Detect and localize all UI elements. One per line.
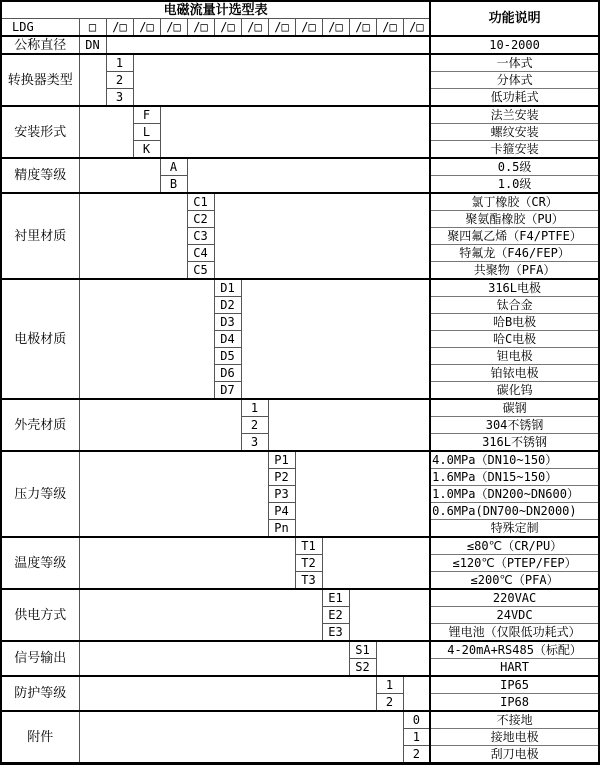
code-cell: C3 xyxy=(187,228,214,245)
spacer-cell xyxy=(376,641,430,676)
description-cell: ≤120℃（PTEP/FEP） xyxy=(430,555,599,572)
spacer-cell xyxy=(79,676,376,711)
code-cell: 2 xyxy=(403,746,430,764)
spacer-cell xyxy=(214,193,430,279)
spacer-cell xyxy=(295,451,430,537)
spacer-cell xyxy=(79,537,295,589)
category-cell: 转换器类型 xyxy=(1,54,79,106)
table-row xyxy=(1,193,599,211)
description-cell: 0.6MPa(DN700~DN2000) xyxy=(430,503,599,520)
function-header: 功能说明 xyxy=(430,1,599,36)
description-cell: 聚四氟乙烯（F4/PTFE） xyxy=(430,228,599,245)
code-cell: E1 xyxy=(322,589,349,607)
spacer-cell xyxy=(403,676,430,711)
description-cell: 氯丁橡胶（CR） xyxy=(430,193,599,211)
code-cell: C4 xyxy=(187,245,214,262)
spacer-cell xyxy=(79,451,268,537)
code-cell: E3 xyxy=(322,624,349,642)
description-cell: 特殊定制 xyxy=(430,520,599,538)
model-slot-cell: /□ xyxy=(295,19,322,37)
spacer-cell xyxy=(79,589,322,641)
description-cell: 接地电极 xyxy=(430,729,599,746)
spacer-cell xyxy=(79,399,241,451)
description-cell: 1.6MPa（DN15~150） xyxy=(430,469,599,486)
model-slot-cell: /□ xyxy=(187,19,214,37)
code-cell: K xyxy=(133,141,160,159)
description-cell: 1.0级 xyxy=(430,176,599,194)
code-cell: P1 xyxy=(268,451,295,469)
spacer-cell xyxy=(187,158,430,193)
code-cell: S1 xyxy=(349,641,376,659)
description-cell: 法兰安装 xyxy=(430,106,599,124)
description-cell: 铂铱电极 xyxy=(430,365,599,382)
code-cell: F xyxy=(133,106,160,124)
category-cell: 信号输出 xyxy=(1,641,79,676)
description-cell: 10-2000 xyxy=(430,36,599,54)
description-cell: 4-20mA+RS485（标配） xyxy=(430,641,599,659)
description-cell: 钛合金 xyxy=(430,297,599,314)
description-cell: 不接地 xyxy=(430,711,599,729)
description-cell: ≤80℃（CR/PU） xyxy=(430,537,599,555)
spacer-cell xyxy=(79,641,349,676)
title-row xyxy=(1,1,599,19)
spacer-cell xyxy=(241,279,430,399)
table-row xyxy=(1,711,599,729)
code-cell: C1 xyxy=(187,193,214,211)
code-cell: 0 xyxy=(403,711,430,729)
spacer-cell xyxy=(79,711,403,764)
table-row xyxy=(1,54,599,72)
category-cell: 衬里材质 xyxy=(1,193,79,279)
selection-table-body xyxy=(1,1,599,764)
model-slot-cell: /□ xyxy=(160,19,187,37)
description-cell: 316L不锈钢 xyxy=(430,434,599,452)
spacer-cell xyxy=(79,54,106,106)
spacer-cell xyxy=(268,399,430,451)
code-cell: T2 xyxy=(295,555,322,572)
model-slot-cell: /□ xyxy=(106,19,133,37)
model-prefix: LDG xyxy=(1,19,79,37)
spacer-cell xyxy=(349,589,430,641)
spacer-cell xyxy=(106,36,430,54)
description-cell: 刮刀电极 xyxy=(430,746,599,764)
category-cell: 防护等级 xyxy=(1,676,79,711)
description-cell: 碳钢 xyxy=(430,399,599,417)
category-cell: 安装形式 xyxy=(1,106,79,158)
model-slot-cell: /□ xyxy=(214,19,241,37)
code-cell: 2 xyxy=(241,417,268,434)
code-cell: 2 xyxy=(106,72,133,89)
model-slot-cell: /□ xyxy=(268,19,295,37)
table-row xyxy=(1,451,599,469)
spacer-cell xyxy=(79,106,133,158)
spacer-cell xyxy=(79,279,214,399)
category-cell: 电极材质 xyxy=(1,279,79,399)
code-cell: P2 xyxy=(268,469,295,486)
category-cell: 外壳材质 xyxy=(1,399,79,451)
description-cell: 锂电池（仅限低功耗式） xyxy=(430,624,599,642)
code-cell: C2 xyxy=(187,211,214,228)
table-row xyxy=(1,36,599,54)
model-slot-cell: /□ xyxy=(403,19,430,37)
code-cell: DN xyxy=(79,36,106,54)
model-box-cell: □ xyxy=(79,19,106,37)
code-cell: D2 xyxy=(214,297,241,314)
table-row xyxy=(1,537,599,555)
spacer-cell xyxy=(79,158,160,193)
description-cell: 特氟龙（F46/FEP） xyxy=(430,245,599,262)
description-cell: 共聚物（PFA） xyxy=(430,262,599,280)
code-cell: D3 xyxy=(214,314,241,331)
description-cell: 碳化钨 xyxy=(430,382,599,400)
code-cell: D6 xyxy=(214,365,241,382)
code-cell: E2 xyxy=(322,607,349,624)
description-cell: 304不锈钢 xyxy=(430,417,599,434)
table-row xyxy=(1,589,599,607)
code-cell: D4 xyxy=(214,331,241,348)
code-cell: P4 xyxy=(268,503,295,520)
description-cell: 分体式 xyxy=(430,72,599,89)
description-cell: 1.0MPa（DN200~DN600） xyxy=(430,486,599,503)
description-cell: IP68 xyxy=(430,694,599,712)
table-row xyxy=(1,279,599,297)
code-cell: 1 xyxy=(376,676,403,694)
code-cell: Pn xyxy=(268,520,295,538)
model-slot-cell: /□ xyxy=(133,19,160,37)
table-row xyxy=(1,106,599,124)
table-row xyxy=(1,399,599,417)
description-cell: ≤200℃（PFA） xyxy=(430,572,599,590)
spacer-cell xyxy=(322,537,430,589)
description-cell: 螺纹安装 xyxy=(430,124,599,141)
model-slot-cell: /□ xyxy=(322,19,349,37)
code-cell: L xyxy=(133,124,160,141)
table-title: 电磁流量计选型表 xyxy=(1,1,430,19)
description-cell: 4.0MPa（DN10~150） xyxy=(430,451,599,469)
code-cell: 3 xyxy=(241,434,268,452)
model-slot-cell: /□ xyxy=(241,19,268,37)
code-cell: D7 xyxy=(214,382,241,400)
category-cell: 精度等级 xyxy=(1,158,79,193)
code-cell: B xyxy=(160,176,187,194)
table-row xyxy=(1,641,599,659)
code-cell: T1 xyxy=(295,537,322,555)
description-cell: 24VDC xyxy=(430,607,599,624)
description-cell: 卡箍安装 xyxy=(430,141,599,159)
spacer-cell xyxy=(133,54,430,106)
code-cell: 1 xyxy=(241,399,268,417)
description-cell: 一体式 xyxy=(430,54,599,72)
category-cell: 供电方式 xyxy=(1,589,79,641)
code-cell: 1 xyxy=(106,54,133,72)
category-cell: 公称直径 xyxy=(1,36,79,54)
code-cell: 2 xyxy=(376,694,403,712)
table-row xyxy=(1,676,599,694)
code-cell: A xyxy=(160,158,187,176)
description-cell: 哈C电极 xyxy=(430,331,599,348)
spacer-cell xyxy=(79,193,187,279)
description-cell: 316L电极 xyxy=(430,279,599,297)
description-cell: 低功耗式 xyxy=(430,89,599,107)
code-cell: T3 xyxy=(295,572,322,590)
code-cell: 3 xyxy=(106,89,133,107)
description-cell: HART xyxy=(430,659,599,677)
model-slot-cell: /□ xyxy=(349,19,376,37)
description-cell: IP65 xyxy=(430,676,599,694)
code-cell: C5 xyxy=(187,262,214,280)
code-cell: D5 xyxy=(214,348,241,365)
category-cell: 压力等级 xyxy=(1,451,79,537)
model-slot-cell: /□ xyxy=(376,19,403,37)
code-cell: P3 xyxy=(268,486,295,503)
description-cell: 聚氨酯橡胶（PU） xyxy=(430,211,599,228)
category-cell: 附件 xyxy=(1,711,79,764)
code-cell: D1 xyxy=(214,279,241,297)
description-cell: 0.5级 xyxy=(430,158,599,176)
description-cell: 哈B电极 xyxy=(430,314,599,331)
table-row xyxy=(1,158,599,176)
code-cell: 1 xyxy=(403,729,430,746)
code-cell: S2 xyxy=(349,659,376,677)
description-cell: 220VAC xyxy=(430,589,599,607)
description-cell: 钽电极 xyxy=(430,348,599,365)
spacer-cell xyxy=(160,106,430,158)
category-cell: 温度等级 xyxy=(1,537,79,589)
